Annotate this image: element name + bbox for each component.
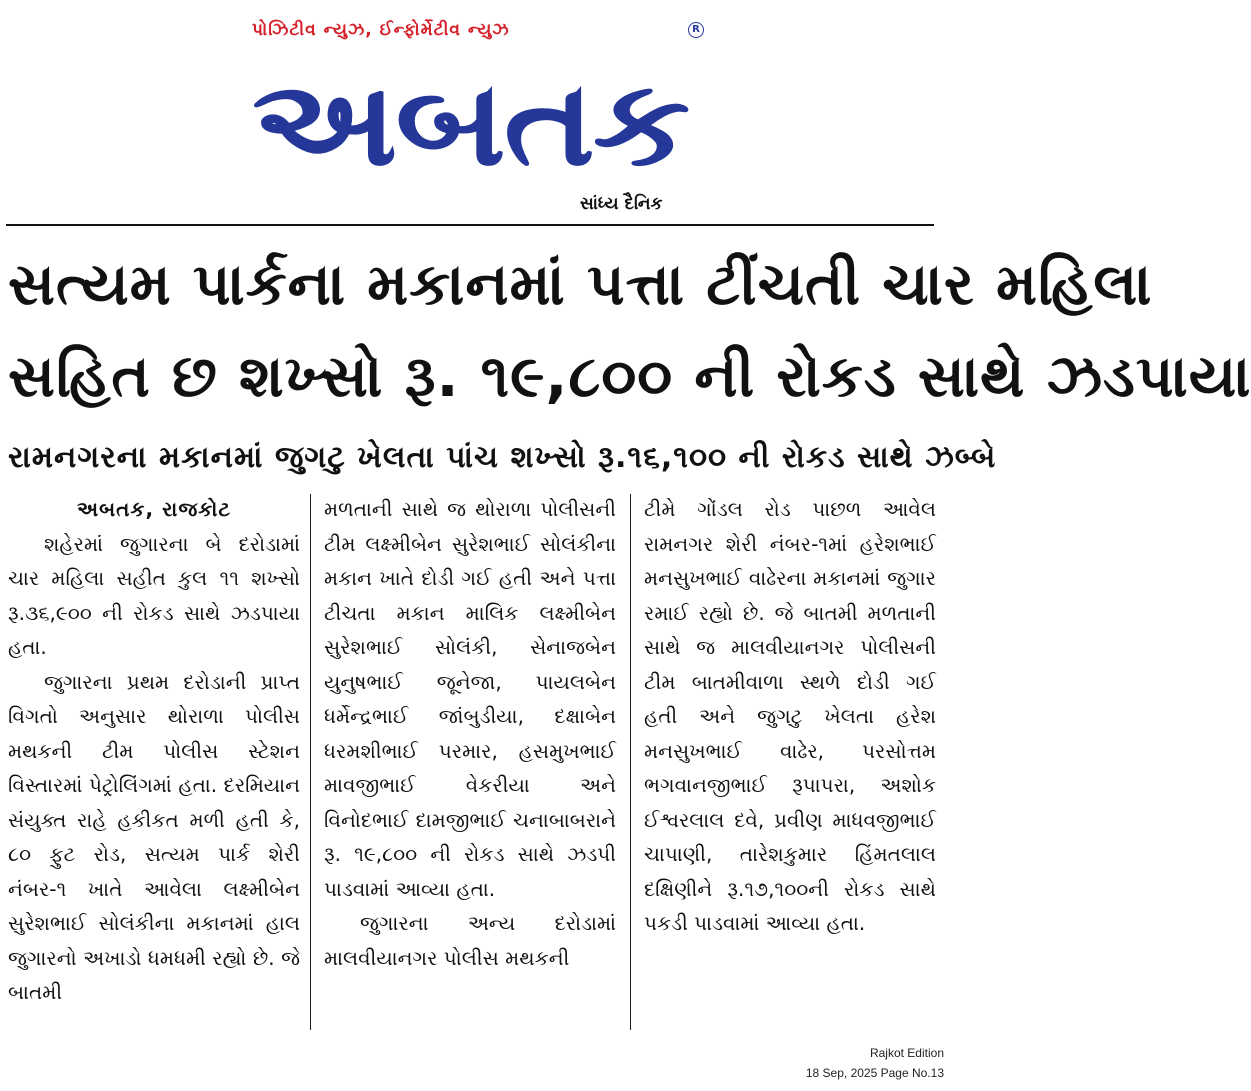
dateline: અબતક, રાજકોટ xyxy=(76,497,232,521)
article-paragraph: જુગારના અન્ય દરોડામાં માલવીયાનગર પોલીસ મથકની xyxy=(324,911,616,970)
column-divider xyxy=(310,494,311,1030)
headline-line-1: સત્યમ પાર્કના મકાનમાં પત્તા ટીંચતી ચાર મહિલા xyxy=(8,250,1153,318)
edition-label: Rajkot Edition xyxy=(869,1046,944,1060)
date-page-label: 18 Sep, 2025 Page No.13 xyxy=(805,1066,944,1080)
masthead-tagline: પોઝિટીવ ન્યુઝ, ઈન્ફોર્મેટીવ ન્યુઝ xyxy=(252,20,510,40)
subheadline: રામનગરના મકાનમાં જુગટુ ખેલતા પાંચ શખ્સો રૂ.૧૬,૧૦૦ ની રોકડ સાથે ઝબ્બે xyxy=(8,440,997,475)
registered-trademark-icon: R xyxy=(688,22,704,38)
masthead-divider xyxy=(6,224,934,226)
article-paragraph: જુગારના પ્રથમ દરોડાની પ્રાપ્ત વિગતો અનુસાર થોરાળા પોલીસ મથકની ટીમ પોલીસ સ્ટેશન વિસ્તારમાં પેટ્રોલિંગમાં હતા. દરમિયાન સંયુક્ત રાહે હકીકત મળી હતી કે, ૮૦ ફુટ રોડ, સત્યમ પાર્ક શેરી નંબર-૧ ખાતે આવેલા લક્ષ્મીબેન સુરેશભાઈ સોલંકીના મકાનમાં હાલ જુગારનો અખાડો ધમધમી રહ્યો છે. જે બાતમી xyxy=(8,669,300,1004)
article-column-2 xyxy=(324,492,616,975)
headline-line-2: સહિત છ શખ્સો રૂ. ૧૯,૮૦૦ ની રોકડ સાથે ઝડપાયા xyxy=(8,342,1251,410)
article-column-1 xyxy=(8,492,300,1010)
newspaper-logo xyxy=(250,52,690,192)
article-paragraph: ટીમે ગોંડલ રોડ પાછળ આવેલ રામનગર શેરી નંબર-૧માં હરેશભાઈ મનસુખભાઈ વાઢેરના મકાનમાં જુગાર રમાઈ રહ્યો છે. જે બાતમી મળતાની સાથે જ માલવીયાનગર પોલીસની ટીમ બાતમીવાળા સ્થળે દોડી ગઈ હતી અને જુગટુ ખેલતા હરેશ મનસુખભાઈ વાઢેર, પરસોત્તમ ભગવાનજીભાઈ રૂપાપરા, અશોક ઈશ્વરલાલ દવે, પ્રવીણ માધવજીભાઈ ચાપાણી, તારેશકુમાર હિંમતલાલ દક્ષિણીને રૂ.૧૭,૧૦૦ની રોકડ સાથે પકડી પાડવામાં આવ્યા હતા. xyxy=(644,497,936,935)
logo-text: અબતક xyxy=(252,54,689,192)
masthead xyxy=(250,18,710,214)
column-divider xyxy=(630,494,631,1030)
masthead-subtitle: સાંધ્ય દૈનિક xyxy=(580,194,663,214)
article-paragraph: મળતાની સાથે જ થોરાળા પોલીસની ટીમ લક્ષ્મીબેન સુરેશભાઈ સોલંકીના મકાન ખાતે દોડી ગઈ હતી અને પત્તા ટીચતા મકાન માલિક લક્ષ્મીબેન સુરેશભાઈ સોલંકી, સેનાજબેન યુનુષભાઈ જૂનેજા, પાયલબેન ધર્મેન્દ્રભાઈ જાંબુડીયા, દક્ષાબેન ધરમશીભાઈ પરમાર, હસમુખભાઈ માવજીભાઈ વેકરીયા અને વિનોદભાઈ દામજીભાઈ ચનાબાબરાને રૂ. ૧૯,૮૦૦ ની રોકડ સાથે ઝડપી પાડવામાં આવ્યા હતા. xyxy=(324,497,616,901)
article-column-3 xyxy=(644,492,936,941)
article-paragraph: શહેરમાં જુગારના બે દરોડામાં ચાર મહિલા સહીત કુલ ૧૧ શખ્સો રૂ.૩૬,૯૦૦ ની રોકડ સાથે ઝડપાયા હતા. xyxy=(8,531,300,659)
